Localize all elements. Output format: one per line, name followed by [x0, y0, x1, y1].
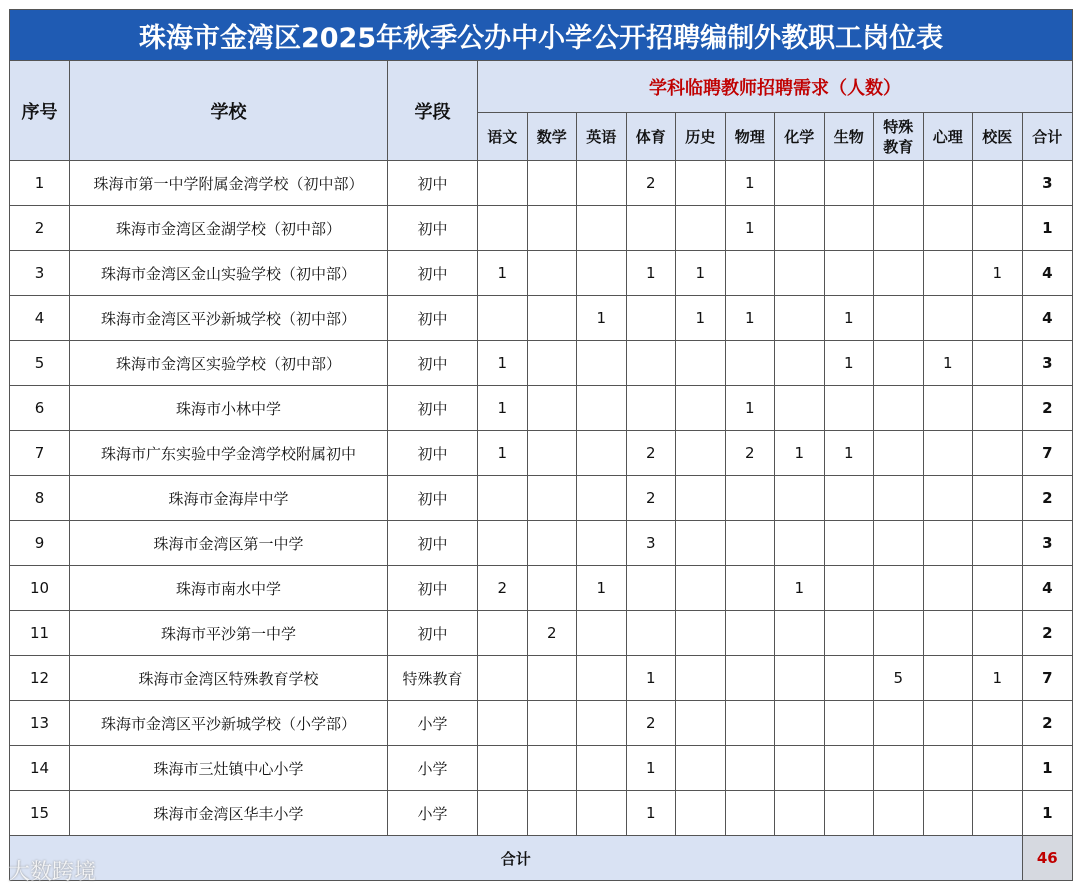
row-subject-count: 1: [725, 161, 775, 206]
row-subject-count: 2: [626, 161, 676, 206]
row-subject-count: 2: [725, 431, 775, 476]
row-subject-count: [577, 341, 627, 386]
header-subject: 历史: [676, 113, 726, 161]
row-stage: 小学: [388, 701, 478, 746]
row-total: 3: [1022, 521, 1073, 566]
header-subject: 语文: [478, 113, 528, 161]
header-subject: 生物: [824, 113, 874, 161]
row-subject-count: [824, 566, 874, 611]
row-subject-count: [824, 161, 874, 206]
row-total: 3: [1022, 161, 1073, 206]
row-subject-count: [973, 611, 1023, 656]
row-subject-count: [874, 206, 924, 251]
row-subject-count: [725, 341, 775, 386]
row-index: 8: [10, 476, 70, 521]
row-subject-count: [676, 566, 726, 611]
row-subject-count: 2: [626, 431, 676, 476]
row-stage: 初中: [388, 611, 478, 656]
header-subject: 特殊 教育: [874, 113, 924, 161]
row-subject-count: [923, 611, 973, 656]
row-school: 珠海市金湾区平沙新城学校（小学部）: [70, 701, 388, 746]
row-subject-count: 1: [676, 251, 726, 296]
row-subject-count: [775, 386, 825, 431]
row-index: 3: [10, 251, 70, 296]
header-school: 学校: [70, 61, 388, 161]
row-subject-count: [577, 656, 627, 701]
row-subject-count: [824, 206, 874, 251]
header-subject: 物理: [725, 113, 775, 161]
row-subject-count: [874, 476, 924, 521]
row-subject-count: [725, 656, 775, 701]
row-total: 2: [1022, 701, 1073, 746]
row-subject-count: 1: [478, 386, 528, 431]
row-total: 1: [1022, 746, 1073, 791]
row-subject-count: 1: [775, 431, 825, 476]
row-total: 2: [1022, 611, 1073, 656]
row-total: 2: [1022, 476, 1073, 521]
row-total: 4: [1022, 566, 1073, 611]
row-subject-count: [478, 791, 528, 836]
row-subject-count: 1: [626, 656, 676, 701]
row-subject-count: [676, 386, 726, 431]
row-subject-count: [824, 521, 874, 566]
row-subject-count: [775, 701, 825, 746]
row-subject-count: [874, 386, 924, 431]
watermark: 大数跨境: [8, 860, 97, 885]
row-subject-count: [478, 701, 528, 746]
row-subject-count: [527, 476, 577, 521]
table-row: [10, 476, 1073, 521]
row-total: 1: [1022, 791, 1073, 836]
row-subject-count: [626, 206, 676, 251]
row-subject-count: [676, 431, 726, 476]
row-subject-count: [725, 791, 775, 836]
row-subject-count: [923, 701, 973, 746]
row-subject-count: [676, 521, 726, 566]
row-school: 珠海市金湾区金湖学校（初中部）: [70, 206, 388, 251]
row-subject-count: [775, 341, 825, 386]
row-subject-count: [874, 521, 924, 566]
row-subject-count: [874, 341, 924, 386]
row-subject-count: [874, 746, 924, 791]
row-subject-count: [775, 521, 825, 566]
row-subject-count: [824, 386, 874, 431]
row-subject-count: [874, 701, 924, 746]
row-index: 13: [10, 701, 70, 746]
row-index: 4: [10, 296, 70, 341]
table-row: [10, 341, 1073, 386]
row-subject-count: [527, 206, 577, 251]
row-subject-count: [824, 476, 874, 521]
row-subject-count: [874, 791, 924, 836]
header-subject: 英语: [577, 113, 627, 161]
row-subject-count: [478, 656, 528, 701]
row-stage: 特殊教育: [388, 656, 478, 701]
row-subject-count: [626, 341, 676, 386]
row-subject-count: [824, 746, 874, 791]
row-subject-count: [973, 161, 1023, 206]
row-subject-count: [577, 611, 627, 656]
row-subject-count: [874, 296, 924, 341]
row-index: 2: [10, 206, 70, 251]
table-row: [10, 206, 1073, 251]
row-index: 12: [10, 656, 70, 701]
row-subject-count: [577, 206, 627, 251]
row-subject-count: 1: [725, 206, 775, 251]
row-subject-count: 2: [527, 611, 577, 656]
row-index: 1: [10, 161, 70, 206]
row-total: 1: [1022, 206, 1073, 251]
row-subject-count: [775, 791, 825, 836]
row-subject-count: [577, 521, 627, 566]
header-subject: 体育: [626, 113, 676, 161]
table-title: 珠海市金湾区2025年秋季公办中小学公开招聘编制外教职工岗位表: [10, 10, 1073, 61]
row-subject-count: [577, 251, 627, 296]
row-school: 珠海市金湾区实验学校（初中部）: [70, 341, 388, 386]
row-subject-count: [874, 251, 924, 296]
row-subject-count: [923, 206, 973, 251]
row-total: 7: [1022, 656, 1073, 701]
row-subject-count: 1: [725, 296, 775, 341]
row-subject-count: [874, 566, 924, 611]
row-subject-count: [676, 206, 726, 251]
row-subject-count: [973, 746, 1023, 791]
row-subject-count: [824, 611, 874, 656]
row-stage: 小学: [388, 791, 478, 836]
row-subject-count: [725, 251, 775, 296]
row-subject-count: 1: [626, 746, 676, 791]
header-stage: 学段: [388, 61, 478, 161]
header-subject-group: 学科临聘教师招聘需求（人数）: [478, 61, 1073, 113]
row-stage: 初中: [388, 521, 478, 566]
row-subject-count: [478, 296, 528, 341]
row-subject-count: [577, 701, 627, 746]
row-subject-count: [725, 476, 775, 521]
row-total: 7: [1022, 431, 1073, 476]
row-subject-count: [923, 656, 973, 701]
header-subject: 校医: [973, 113, 1023, 161]
row-total: 4: [1022, 251, 1073, 296]
row-subject-count: [725, 566, 775, 611]
table-row: [10, 251, 1073, 296]
row-total: 3: [1022, 341, 1073, 386]
row-total: 2: [1022, 386, 1073, 431]
row-subject-count: 3: [626, 521, 676, 566]
row-subject-count: [527, 791, 577, 836]
row-subject-count: [874, 161, 924, 206]
row-subject-count: [626, 386, 676, 431]
row-index: 14: [10, 746, 70, 791]
row-subject-count: [527, 386, 577, 431]
row-subject-count: [725, 701, 775, 746]
header-index: 序号: [10, 61, 70, 161]
row-subject-count: [775, 476, 825, 521]
row-subject-count: 1: [478, 341, 528, 386]
row-subject-count: [577, 791, 627, 836]
row-subject-count: 2: [478, 566, 528, 611]
row-subject-count: [676, 746, 726, 791]
row-index: 5: [10, 341, 70, 386]
row-stage: 初中: [388, 161, 478, 206]
row-subject-count: [626, 296, 676, 341]
row-subject-count: [676, 701, 726, 746]
row-subject-count: [527, 296, 577, 341]
row-stage: 初中: [388, 341, 478, 386]
row-stage: 小学: [388, 746, 478, 791]
row-subject-count: [527, 746, 577, 791]
table-row: [10, 611, 1073, 656]
row-subject-count: [923, 746, 973, 791]
table-row: [10, 431, 1073, 476]
row-subject-count: [626, 611, 676, 656]
row-subject-count: [775, 296, 825, 341]
row-subject-count: [824, 701, 874, 746]
row-subject-count: 2: [626, 476, 676, 521]
row-subject-count: 1: [626, 791, 676, 836]
row-subject-count: [676, 161, 726, 206]
row-subject-count: [973, 701, 1023, 746]
row-subject-count: 1: [824, 431, 874, 476]
row-stage: 初中: [388, 296, 478, 341]
row-subject-count: [923, 476, 973, 521]
row-subject-count: [973, 431, 1023, 476]
header-subject: 合计: [1022, 113, 1073, 161]
table-row: [10, 521, 1073, 566]
row-subject-count: [676, 341, 726, 386]
row-subject-count: [478, 746, 528, 791]
row-subject-count: [923, 161, 973, 206]
row-subject-count: [775, 206, 825, 251]
table-row: [10, 296, 1073, 341]
row-index: 15: [10, 791, 70, 836]
row-subject-count: [923, 296, 973, 341]
row-subject-count: [577, 386, 627, 431]
footer-grand-total: 46: [1022, 836, 1073, 881]
row-subject-count: [527, 521, 577, 566]
row-subject-count: [824, 791, 874, 836]
row-subject-count: [923, 521, 973, 566]
row-subject-count: 1: [626, 251, 676, 296]
row-subject-count: 1: [676, 296, 726, 341]
row-index: 9: [10, 521, 70, 566]
row-subject-count: [725, 611, 775, 656]
row-subject-count: [527, 656, 577, 701]
row-subject-count: [527, 566, 577, 611]
row-school: 珠海市广东实验中学金湾学校附属初中: [70, 431, 388, 476]
row-stage: 初中: [388, 386, 478, 431]
row-index: 10: [10, 566, 70, 611]
header-subject: 化学: [775, 113, 825, 161]
table-row: [10, 161, 1073, 206]
row-subject-count: [973, 476, 1023, 521]
row-stage: 初中: [388, 251, 478, 296]
row-subject-count: [527, 431, 577, 476]
row-subject-count: [973, 386, 1023, 431]
row-total: 4: [1022, 296, 1073, 341]
row-subject-count: [626, 566, 676, 611]
row-stage: 初中: [388, 566, 478, 611]
row-subject-count: [775, 161, 825, 206]
row-subject-count: [775, 611, 825, 656]
footer-total-label: 合计: [10, 836, 1023, 881]
row-subject-count: 1: [824, 341, 874, 386]
row-subject-count: [725, 521, 775, 566]
row-subject-count: [478, 161, 528, 206]
row-stage: 初中: [388, 476, 478, 521]
table-row: [10, 566, 1073, 611]
row-subject-count: [923, 251, 973, 296]
table-row: [10, 656, 1073, 701]
row-subject-count: 1: [775, 566, 825, 611]
header-subject: 心理: [923, 113, 973, 161]
row-subject-count: [527, 161, 577, 206]
row-school: 珠海市平沙第一中学: [70, 611, 388, 656]
row-subject-count: 1: [725, 386, 775, 431]
row-subject-count: [923, 566, 973, 611]
row-subject-count: [725, 746, 775, 791]
row-subject-count: 1: [824, 296, 874, 341]
row-school: 珠海市金海岸中学: [70, 476, 388, 521]
row-subject-count: [527, 341, 577, 386]
row-subject-count: [824, 656, 874, 701]
row-subject-count: 1: [478, 251, 528, 296]
row-subject-count: [874, 611, 924, 656]
row-subject-count: [973, 341, 1023, 386]
row-subject-count: [923, 431, 973, 476]
row-school: 珠海市金湾区华丰小学: [70, 791, 388, 836]
row-subject-count: [923, 791, 973, 836]
row-subject-count: [577, 746, 627, 791]
row-subject-count: [676, 476, 726, 521]
row-school: 珠海市金湾区平沙新城学校（初中部）: [70, 296, 388, 341]
row-subject-count: [478, 206, 528, 251]
row-stage: 初中: [388, 206, 478, 251]
row-index: 7: [10, 431, 70, 476]
row-school: 珠海市三灶镇中心小学: [70, 746, 388, 791]
row-subject-count: [973, 296, 1023, 341]
row-school: 珠海市金湾区第一中学: [70, 521, 388, 566]
row-subject-count: 1: [577, 566, 627, 611]
row-subject-count: [775, 656, 825, 701]
row-subject-count: 1: [923, 341, 973, 386]
row-subject-count: [973, 521, 1023, 566]
row-subject-count: 1: [973, 656, 1023, 701]
row-subject-count: [973, 566, 1023, 611]
row-subject-count: 1: [478, 431, 528, 476]
row-index: 11: [10, 611, 70, 656]
row-subject-count: [527, 251, 577, 296]
row-subject-count: [973, 206, 1023, 251]
row-subject-count: [676, 611, 726, 656]
row-index: 6: [10, 386, 70, 431]
table-row: [10, 701, 1073, 746]
row-subject-count: [775, 746, 825, 791]
table-row: [10, 746, 1073, 791]
row-subject-count: [577, 476, 627, 521]
row-school: 珠海市金湾区特殊教育学校: [70, 656, 388, 701]
row-subject-count: [775, 251, 825, 296]
row-subject-count: [923, 386, 973, 431]
row-subject-count: [478, 611, 528, 656]
row-subject-count: 1: [973, 251, 1023, 296]
row-subject-count: [676, 656, 726, 701]
row-subject-count: [577, 431, 627, 476]
recruitment-table: [9, 9, 1073, 881]
row-subject-count: [824, 251, 874, 296]
row-subject-count: [478, 476, 528, 521]
header-subject: 数学: [527, 113, 577, 161]
table-row: [10, 386, 1073, 431]
row-subject-count: [527, 701, 577, 746]
row-subject-count: [577, 161, 627, 206]
row-school: 珠海市金湾区金山实验学校（初中部）: [70, 251, 388, 296]
row-subject-count: [973, 791, 1023, 836]
row-subject-count: [676, 791, 726, 836]
row-subject-count: [874, 431, 924, 476]
row-school: 珠海市小林中学: [70, 386, 388, 431]
row-subject-count: 2: [626, 701, 676, 746]
row-subject-count: [478, 521, 528, 566]
row-stage: 初中: [388, 431, 478, 476]
row-school: 珠海市第一中学附属金湾学校（初中部）: [70, 161, 388, 206]
row-school: 珠海市南水中学: [70, 566, 388, 611]
row-subject-count: 1: [577, 296, 627, 341]
row-subject-count: 5: [874, 656, 924, 701]
table-row: [10, 791, 1073, 836]
